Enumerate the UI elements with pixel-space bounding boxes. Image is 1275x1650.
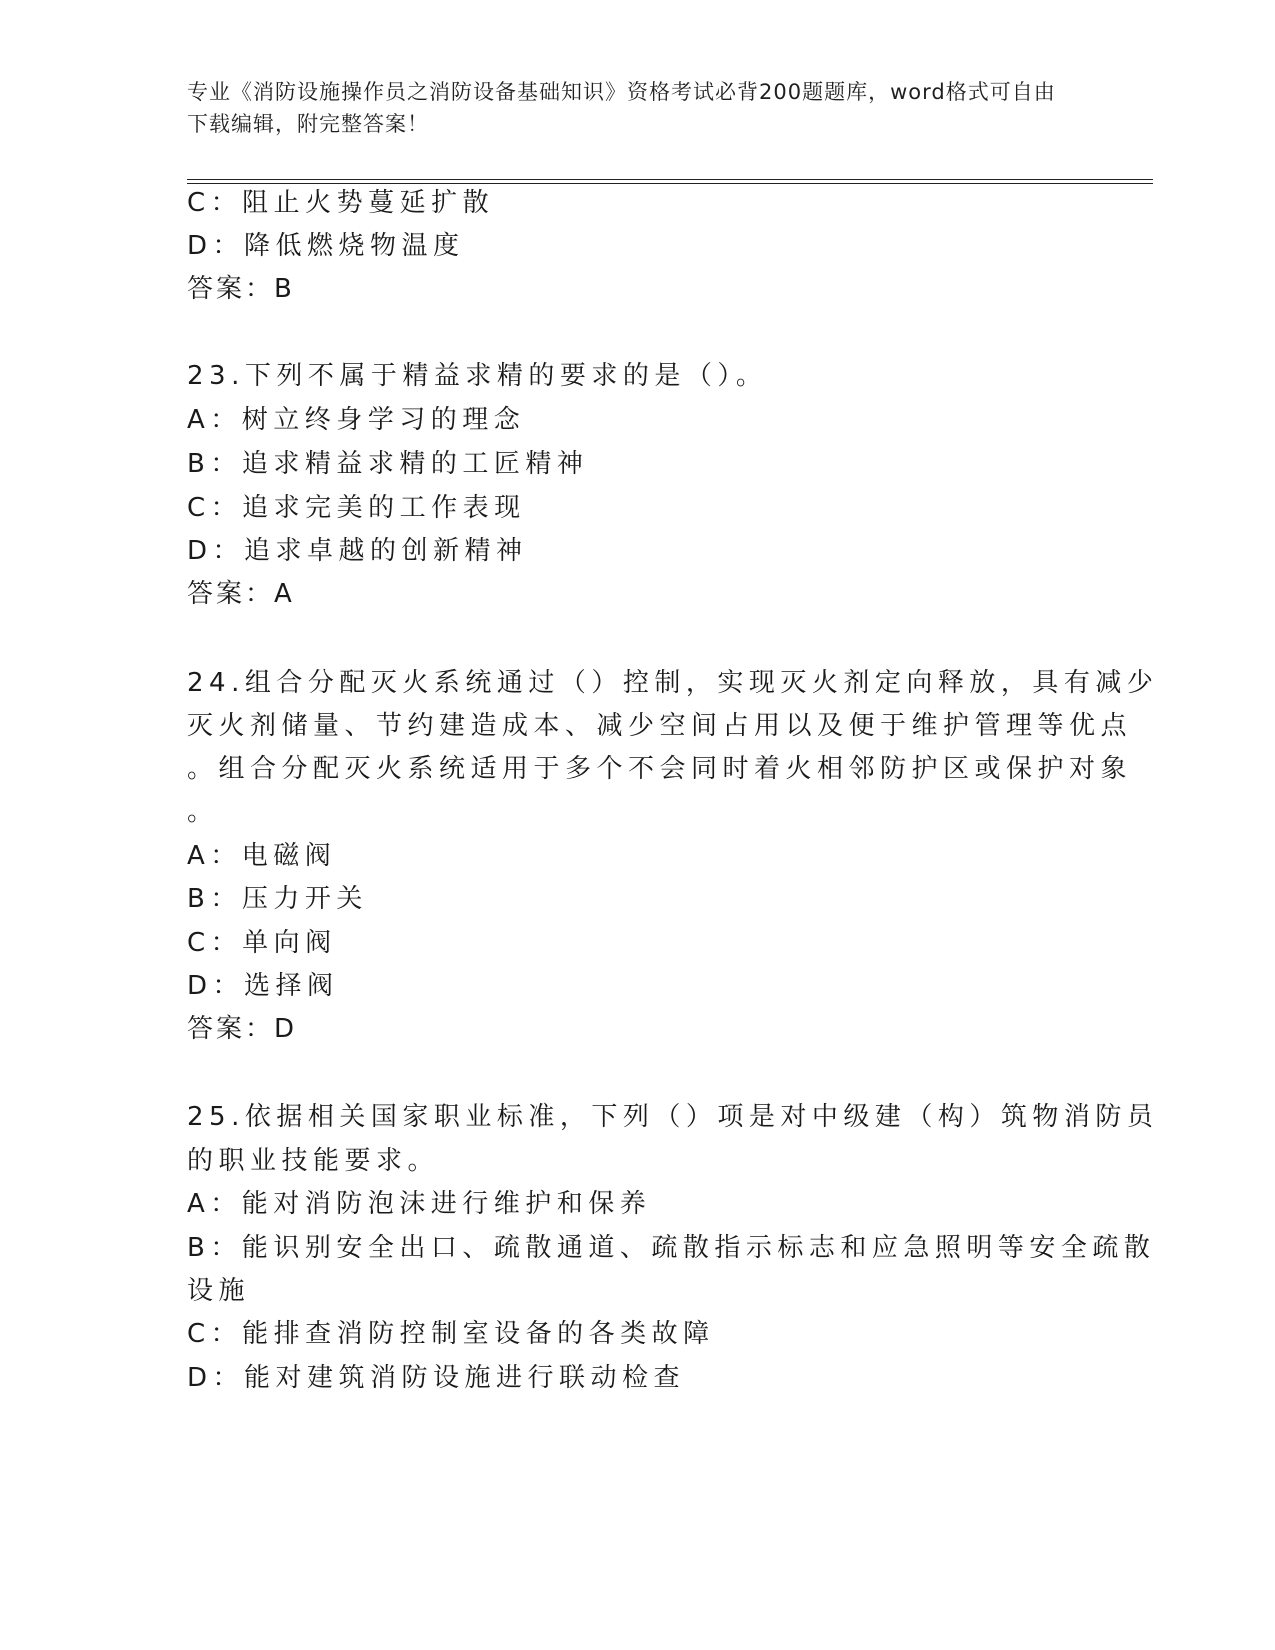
q23-option-a: A：树立终身学习的理念 [187,405,526,435]
q24-question-line-3: 。组合分配灭火系统适用于多个不会同时着火相邻防护区或保护对象 [187,754,1133,784]
q24-question-line-1: 24.组合分配灭火系统通过（）控制，实现灭火剂定向释放，具有减少 [187,668,1159,698]
q24-option-c: C：单向阀 [187,928,337,958]
q24-option-b: B：压力开关 [187,884,368,914]
q25-question-line-2: 的职业技能要求。 [187,1146,440,1176]
q24-question-line-4: 。 [187,797,219,827]
q25-option-c: C：能排查消防控制室设备的各类故障 [187,1319,715,1349]
q25-option-b-line-2: 设施 [187,1276,251,1306]
prev-answer: 答案：B [187,274,295,304]
q24-option-d: D：选择阀 [187,971,339,1001]
q25-option-a: A：能对消防泡沫进行维护和保养 [187,1189,652,1219]
q25-option-d: D：能对建筑消防设施进行联动检查 [187,1363,686,1393]
q23-answer: 答案：A [187,579,295,609]
q23-option-b: B：追求精益求精的工匠精神 [187,449,589,479]
prev-option-c: C：阻止火势蔓延扩散 [187,188,495,218]
prev-option-d: D：降低燃烧物温度 [187,231,465,261]
q24-option-a: A：电磁阀 [187,841,337,871]
q23-question: 23.下列不属于精益求精的要求的是（）。 [187,361,768,391]
q24-question-line-2: 灭火剂储量、节约建造成本、减少空间占用以及便于维护管理等优点 [187,711,1133,741]
header-divider-top [187,179,1153,180]
q24-answer: 答案：D [187,1014,298,1044]
q23-option-c: C：追求完美的工作表现 [187,493,526,523]
document-header: 专业《消防设施操作员之消防设备基础知识》资格考试必背200题题库，word格式可自由下载编辑，附完整答案！ [187,80,1056,136]
q25-option-b-line-1: B：能识别安全出口、疏散通道、疏散指示标志和应急照明等安全疏散 [187,1233,1156,1263]
header-divider-bottom [187,183,1153,184]
q23-option-d: D：追求卓越的创新精神 [187,536,528,566]
q25-question-line-1: 25.依据相关国家职业标准，下列（）项是对中级建（构）筑物消防员 [187,1102,1159,1132]
